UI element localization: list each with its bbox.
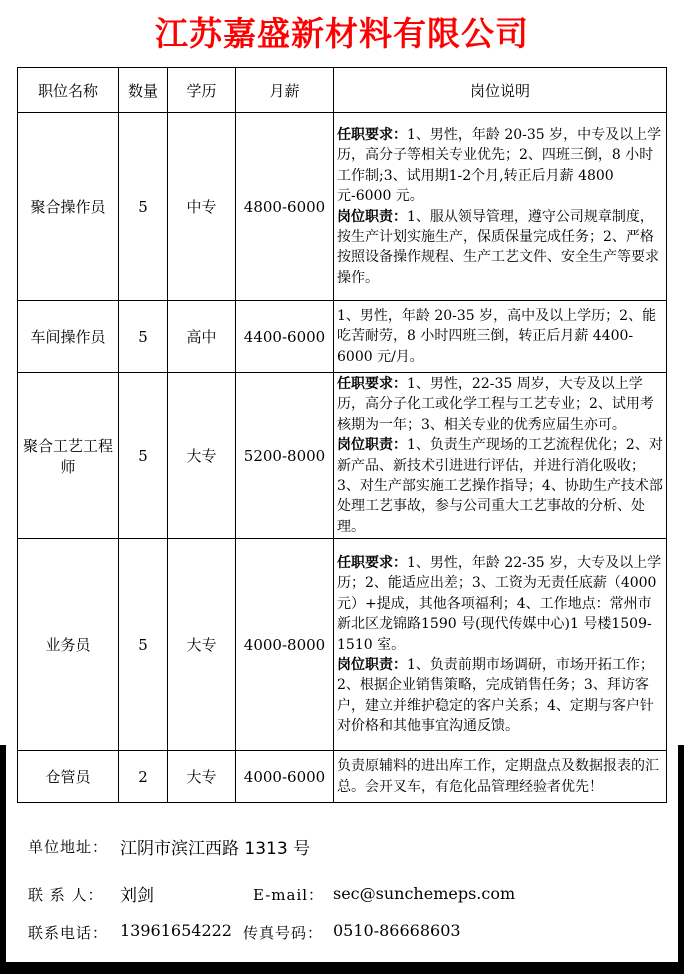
education-cell: 大专 — [168, 751, 236, 803]
description-cell — [334, 373, 667, 539]
page-title: 江苏嘉盛新材料有限公司 — [155, 14, 529, 53]
desc-requirements-text: 1、男性，22-35 周岁，大专及以上学历，高分子化工或化学工程与工艺专业；2、试用考核期为一年；3、相关专业的优秀应届生亦可。 — [337, 376, 654, 433]
desc-duties-text: 1、负责前期市场调研，市场开拓工作；2、根据企业销售策略，完成销售任务；3、拜访客户，建立并维护稳定的客户关系；4、定期与客户针对价格和其他事宜沟通反馈。 — [337, 656, 654, 735]
desc-requirements-label: 任职要求： — [337, 376, 407, 392]
page-edge-bottom — [0, 962, 684, 974]
quantity-cell: 5 — [119, 373, 168, 539]
desc-duties-label: 岗位职责： — [337, 656, 407, 673]
page-edge-right — [678, 745, 684, 974]
table-header-row — [18, 68, 667, 113]
position-cell: 聚合工艺工程师 — [18, 373, 119, 539]
email-label: E-mail： — [253, 886, 325, 904]
header-quantity: 数量 — [119, 68, 168, 113]
fax-value: 0510-86668603 — [333, 921, 461, 940]
header-education: 学历 — [168, 68, 236, 113]
quantity-cell: 5 — [119, 539, 168, 751]
address-value: 江阴市滨江西路 1313 号 — [120, 839, 311, 859]
desc-requirements-label: 任职要求： — [337, 126, 407, 143]
desc-duties — [337, 207, 663, 289]
fax-label: 传真号码： — [243, 924, 324, 942]
desc-duties — [337, 655, 663, 737]
description-cell — [334, 301, 667, 373]
header-salary: 月薪 — [236, 68, 334, 113]
table-row — [18, 113, 667, 301]
desc-requirements — [337, 125, 663, 207]
description-cell — [334, 539, 667, 751]
quantity-cell: 5 — [119, 113, 168, 301]
table-row — [18, 751, 667, 803]
jobs-table — [17, 67, 667, 803]
contact-label: 联 系 人： — [28, 886, 104, 904]
address-label: 单位地址： — [28, 838, 109, 856]
phone-value: 13961654222 — [120, 921, 232, 940]
header-position: 职位名称 — [18, 68, 119, 113]
position-cell: 业务员 — [18, 539, 119, 751]
salary-cell: 4000-8000 — [236, 539, 334, 751]
desc-duties-label: 岗位职责： — [337, 208, 407, 225]
desc-body-text: 负责原辅料的进出库工作，定期盘点及数据报表的汇总。会开叉车，有危化品管理经验者优先！ — [337, 758, 659, 795]
desc-duties-text: 1、负责生产现场的工艺流程优化；2、对新产品、新技术引进进行评估，并进行消化吸收；3、对生产部实施工艺操作指导；4、协助生产技术部处理工艺事故，参与公司重大工艺事故的分析、处理。 — [337, 437, 663, 535]
desc-duties-text: 1、服从领导管理，遵守公司规章制度，按生产计划实施生产，保质保量完成任务；2、严格按照设备操作规程、生产工艺文件、安全生产等要求操作。 — [337, 208, 659, 286]
quantity-cell: 2 — [119, 751, 168, 803]
salary-cell: 4800-6000 — [236, 113, 334, 301]
position-cell: 车间操作员 — [18, 301, 119, 373]
education-cell: 大专 — [168, 373, 236, 539]
table-row — [18, 539, 667, 751]
header-description: 岗位说明 — [334, 68, 667, 113]
contact-value: 刘剑 — [120, 886, 154, 906]
desc-requirements — [337, 374, 663, 435]
desc-body-text: 1、男性，年龄 20-35 岁，高中及以上学历；2、能吃苦耐劳，8 小时四班三倒，转正后月薪 4400-6000 元/月。 — [337, 307, 657, 365]
description-cell — [334, 113, 667, 301]
position-cell: 仓管员 — [18, 751, 119, 803]
desc-text — [337, 756, 663, 797]
education-cell: 高中 — [168, 301, 236, 373]
salary-cell: 5200-8000 — [236, 373, 334, 539]
education-cell: 大专 — [168, 539, 236, 751]
table-row — [18, 301, 667, 373]
description-cell — [334, 751, 667, 803]
desc-requirements — [337, 553, 663, 655]
salary-cell: 4000-6000 — [236, 751, 334, 803]
education-cell: 中专 — [168, 113, 236, 301]
desc-requirements-text: 1、男性，年龄 20-35 岁，中专及以上学历，高分子等相关专业优先；2、四班三倒，8 小时工作制;3、试用期1-2个月,转正后月薪 4800 元-6000 元。 — [337, 126, 662, 205]
desc-requirements-label: 任职要求： — [337, 554, 407, 571]
desc-text — [337, 306, 663, 367]
salary-cell: 4400-6000 — [236, 301, 334, 373]
email-value: sec@sunchemeps.com — [333, 884, 516, 903]
quantity-cell: 5 — [119, 301, 168, 373]
desc-requirements-text: 1、男性，年龄 22-35 岁，大专及以上学历；2、能适应出差；3、工资为无责任底薪（4000 元）+提成，其他各项福利；4、工作地点：常州市新北区龙锦路1590 号(现代传媒中心)1 号楼1509-1510 室。 — [337, 554, 662, 653]
desc-duties-label: 岗位职责： — [337, 437, 407, 454]
page-edge-left — [0, 745, 6, 974]
desc-duties — [337, 435, 663, 537]
table-row — [18, 373, 667, 539]
position-cell: 聚合操作员 — [18, 113, 119, 301]
phone-label: 联系电话： — [28, 924, 109, 942]
